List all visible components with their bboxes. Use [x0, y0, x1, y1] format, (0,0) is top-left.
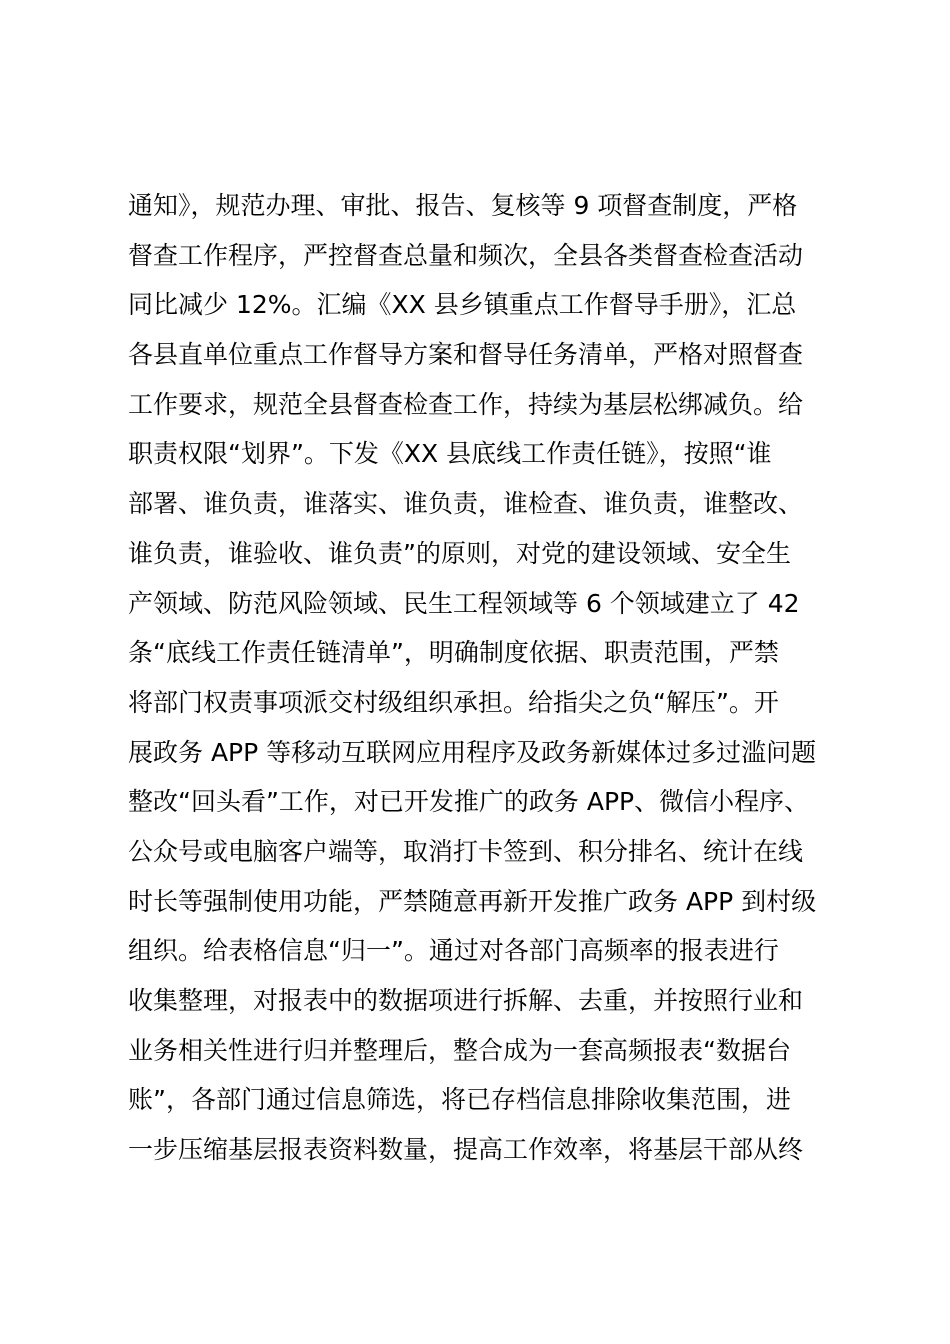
text-line: 职责权限“划界”。下发《XX 县底线工作责任链》，按照“谁 — [128, 439, 772, 469]
text-line: 时长等强制使用功能，严禁随意再新开发推广政务 APP 到村级 — [128, 886, 817, 916]
text-line: 督查工作程序，严控督查总量和频次，全县各类督查检查活动 — [128, 240, 804, 270]
text-line: 业务相关性进行归并整理后，整合成为一套高频报表“数据台 — [128, 1035, 791, 1065]
text-line: 工作要求，规范全县督查检查工作，持续为基层松绑减负。给 — [128, 389, 804, 419]
text-line: 一步压缩基层报表资料数量，提高工作效率，将基层干部从终 — [128, 1135, 804, 1165]
text-line: 账”，各部门通过信息筛选，将已存档信息排除收集范围，进 — [128, 1085, 791, 1115]
text-line: 公众号或电脑客户端等，取消打卡签到、积分排名、统计在线 — [128, 836, 804, 866]
text-line: 通知》，规范办理、审批、报告、复核等 9 项督查制度，严格 — [128, 191, 798, 220]
body-text — [128, 181, 848, 1175]
text-line: 产领域、防范风险领域、民生工程领域等 6 个领域建立了 42 — [128, 588, 800, 618]
text-line: 组织。给表格信息“归一”。通过对各部门高频率的报表进行 — [128, 936, 779, 966]
text-line: 展政务 APP 等移动互联网应用程序及政务新媒体过多过滥问题 — [128, 737, 817, 767]
text-line: 收集整理，对报表中的数据项进行拆解、去重，并按照行业和 — [128, 986, 804, 1015]
text-line: 同比减少 12%。汇编《XX 县乡镇重点工作督导手册》，汇总 — [128, 290, 797, 320]
text-line: 部署、谁负责，谁落实、谁负责，谁检查、谁负责，谁整改、 — [128, 489, 804, 519]
text-line: 条“底线工作责任链清单”，明确制度依据、职责范围，严禁 — [128, 638, 779, 668]
text-line: 谁负责，谁验收、谁负责”的原则，对党的建设领域、安全生 — [128, 538, 791, 568]
text-line: 将部门权责事项派交村级组织承担。给指尖之负“解压”。开 — [128, 687, 779, 717]
text-line: 各县直单位重点工作督导方案和督导任务清单，严格对照督查 — [128, 340, 804, 370]
text-line: 整改“回头看”工作，对已开发推广的政务 APP、微信小程序、 — [128, 787, 810, 817]
